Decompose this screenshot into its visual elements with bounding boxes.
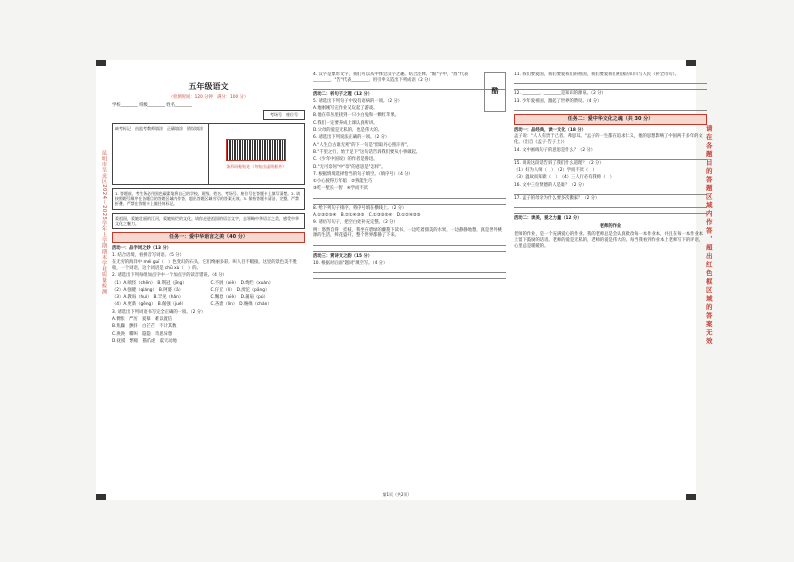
answer-line[interactable] [313,268,506,273]
answer-line[interactable] [313,241,506,246]
id-area [112,123,305,185]
task-header: 任务一：爱中华语言之美（40 分） [112,232,305,243]
option[interactable]: B.他在草丛里找到一只小白兔和一颗红苹果。 [313,113,399,119]
absence-mark-area[interactable]: 缺考标记 由监考教师填涂 正确填涂 错误填涂 [113,124,209,184]
option[interactable]: （2）A.强健（qiáng） B.阿婆（ā） [112,287,184,293]
page-title: 五年级语文 [188,82,229,91]
option[interactable]: （3）A.教诲（huì） B.罕见（hǎn） [112,295,184,301]
activity-title: 活动三：赏诗文之韵（15 分） [313,253,373,259]
seat-box [112,110,305,119]
task-header: 任务二：爱中华文化之魂（共 30 分） [514,114,707,125]
option: ①小心驶得万年船 ②熟能生巧 [313,179,373,185]
essay-text: 老师的作业，是一个充满爱心的作业。我的老师总是会认真批改每一本作业本，并且在每一本作业本上留下鼓励的话语。老师的爱是无私的，老师的爱是伟大的。每当我看到作业本上老师写下的评语，心里总是暖暖的。 [514,231,704,249]
option[interactable]: B.焦躁 颤抖 白芒芒 不计其数 [112,324,177,330]
option[interactable]: A.惆怅 严厉 爱慕 难以置信 [112,317,173,323]
option[interactable]: C.仔丘（lì） D.滂沱（pāng） [210,287,270,293]
option[interactable]: （1）A.嗔怪（chēn） B.荆冠（jīng） [112,280,187,286]
answer-line[interactable] [514,190,707,195]
answer-area-warning: 请在各题目的答题区域内作答，超出红色框区域的答案无效 [704,125,713,346]
option[interactable]: （4）A.更新（gēng） B.倔强（jué） [112,302,186,308]
character-figure: 酷 [484,72,506,112]
question: 16. 文中三位贤德的人是谁？（2 分） [514,182,587,188]
question: 3. 请选出下列词语书写完全正确的一项。（2 分） [112,309,206,315]
question: 2. 请选出下列每组加点字中一个加点字的读音错误。（4 分） [112,273,227,279]
barcode-label: 条形码粘贴处（勿贴出虚线框外） [226,163,287,169]
exam-meta: （检测时间：120 分钟 满分：100 分） [168,94,249,100]
seat-label: 考场号 座位号 [263,110,305,119]
activity-title: 活动一：品经典，读一文化（18 分） [514,127,586,133]
column-3 [514,72,707,482]
question-text: 例：悠然自得 挂枝，我坐在碧绿的藤蔓下读书，一边吃着甜美的水果，一边静静地想，真是世外桃源的生活，鲜花盛开，整个世界都静了下来。 [313,227,503,239]
essay-title: 老师的作业 [599,224,622,230]
registration-mark [96,60,106,66]
option[interactable]: （3）温故而知新（ ） （4）三人行必有我师（ ） [514,175,614,181]
answer-line[interactable] [514,209,707,214]
answer-line[interactable] [514,106,707,111]
barcode [226,139,286,161]
question: 4. 汉字是象形文字，我们可以从中体会汉字之趣。结合注释，"酷"字中，"酉"代表________，"告"代表________，用引申义造出下列成语（2 分） [313,72,469,83]
column-1 [112,72,305,482]
answer-line[interactable] [514,155,707,160]
registration-mark [686,60,696,66]
question: 17. 孟子的母亲为什么要多次搬家？（2 分） [514,196,600,202]
option[interactable]: C.懈怠（xiè） D.蒲扇（pú） [210,295,268,301]
option[interactable]: C.不屑（xiè） D.绚烂（xuàn） [210,280,274,286]
answer-line[interactable] [313,247,506,252]
question: 12. ________，________是知识的源泉。（2 分） [514,91,606,97]
option[interactable]: A.①③②⑤④ B.②①④③⑤ C.①③⑤②④ D.①②④③⑤ [313,213,421,219]
question: 6. 请选出下列说法正确的一项。（2 分） [313,135,390,141]
answer-line[interactable] [313,200,506,205]
question: 9. 请仿写句子，把空白处补充完整。（2 分） [313,220,398,226]
question: 5. 请选出下列句子中没有语病的一项。（2 分） [313,98,403,104]
option[interactable]: A."人生自古谁无死"的下一句是"留取丹心照汗青"。 [313,142,412,148]
reading-passage: 孟子说："人人有贵于己者，弗思耳。"孟子的一生都在追求仁义，他的思想影响了中国两千多年的文化。（出自《孟子·告子上》） [514,134,703,146]
activity-title: 活动二：析句子之理（12 分） [313,92,373,98]
option[interactable]: C.涣涣 嘶叫 隐隐 奇思异想 [112,331,173,337]
option[interactable]: D.父母的爱是无私的，也是伟大的。 [313,128,383,134]
question: 11. 我们要爱国，我们要爱我们的祖国，我们要爱我们祖国的山川与人民（补全诗句）。 [514,72,680,77]
answer-line[interactable] [313,194,506,199]
option[interactable]: D."无可奈何"中"奈"的意思是"怎样"。 [313,164,386,170]
column-2 [313,72,506,482]
option[interactable]: （1）好为人师（ ） （2）学而不厌（ ） [514,168,597,174]
activity-title: 活动二：读美，爱之力量（12 分） [514,216,582,222]
question: 10. 根据对后面"题词"填空写。（4 分） [313,260,388,266]
barcode-area [209,124,305,184]
option[interactable]: C.吝啬（lìn） D.缠绵（chán） [210,302,272,308]
intro-text: 爱祖国，爱她壮丽的江河，爱她灿烂的文化。请你走进祖国的语言文字，去领略中华语言之美，感受中华文化之魅力。 [112,213,305,230]
option[interactable]: C.我们一定要养成上课认真听讲。 [313,120,378,126]
option[interactable]: C.《少年中国说》的作者是鲁迅。 [313,157,378,163]
page-number: 第1页（共2页） [382,492,412,497]
instructions: 1. 答题前，考生务必用黑色碳素笔将自己的学校、班级、姓名、考场号、座位号在答题卡上填写清楚。2. 请按照题号顺序在各题目的答题区域内作答，超出答题区域书写的答案无效。3. 保持答题卡清洁、完整，严禁折叠，严禁在答题卡上做任何标记。 [112,188,305,210]
question: 13. 少年爱祖国，激起了世界的赞叹。（4 分） [514,98,602,104]
name-line[interactable]: 学校________ 班级________ 姓名________ [112,102,193,108]
question: 8. 给下列句子排序，将序号填在横线上。（2 分） [313,205,407,211]
option[interactable]: D.抚摸 繁槌 猫爪虎 震天动地 [112,338,177,344]
answer-line[interactable] [514,85,707,90]
question-text: 在无穷的海洋中 méi guī（ ）色变幻的石头，它们绚丽多彩，叫人目不暇接。这里的景色美不胜收，一个词语，这个词语是 chū xù（ ）的。 [112,260,297,271]
question: 14. 文中画线句子的意思是什么？（2 分） [514,147,596,153]
answer-line[interactable] [514,203,707,208]
answer-line[interactable] [514,79,707,84]
options-grid [112,281,305,310]
side-exam-title: 昆明市呈贡区2024～2025学年上学期期末学业质量检测 [101,150,108,295]
activity-title: 活动一：品字词之妙（13 分） [112,246,172,252]
question: 15. 说说这段话告诉了我们什么道理？（2 分） [514,160,604,166]
question: 1. 结合语境，看拼音写词语。（5 分） [112,252,184,258]
answer-line[interactable] [313,85,506,90]
question: 7. 根据情境选择恰当的句子填空。（填序号）（4 分） [313,171,413,177]
option[interactable]: A.他刚刚写完作业又玩起了游戏。 [313,106,378,112]
option[interactable]: B."千里之行，始于足下"这句话告诉我们要从小事做起。 [313,149,421,155]
option: ③吃一堑长一智 ④学而不厌 [313,186,368,192]
answer-line[interactable] [313,274,506,279]
